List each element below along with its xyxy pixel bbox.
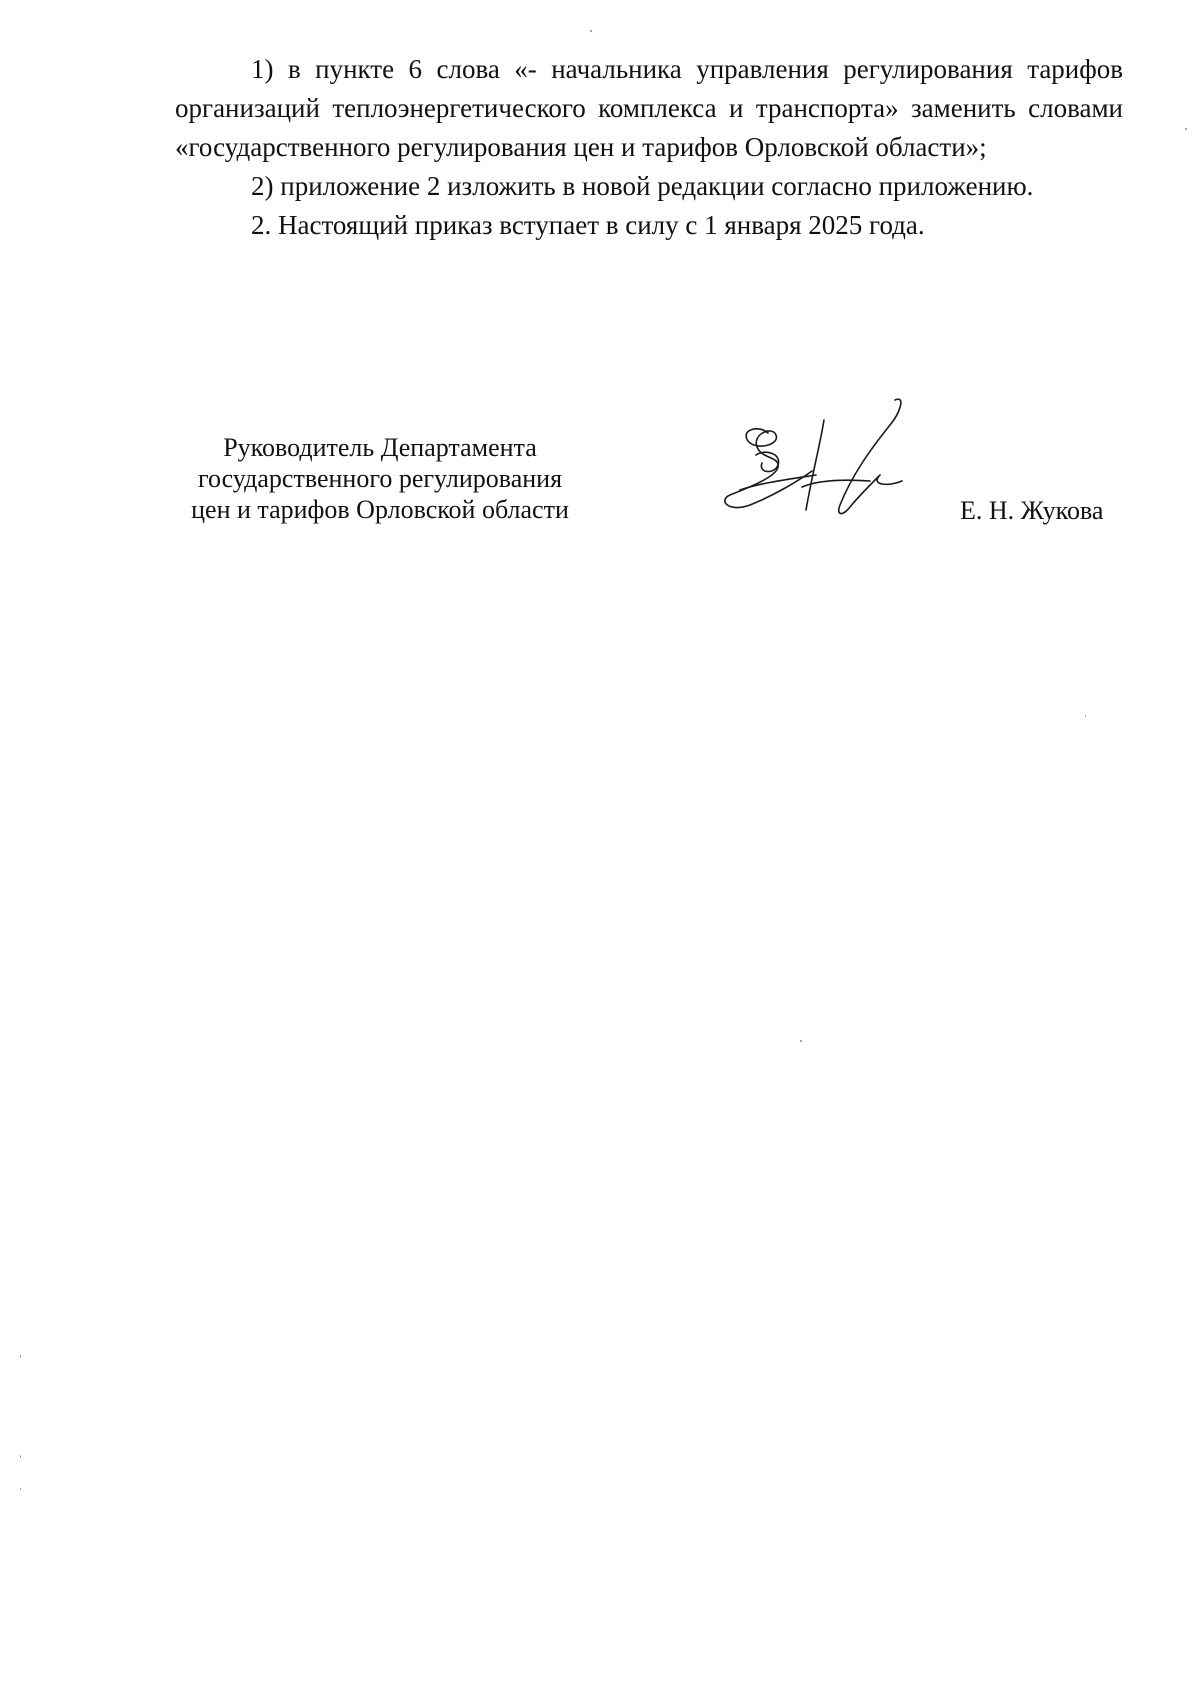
scan-artifact [1185,128,1187,130]
position-line: цен и тарифов Орловской области [191,495,569,524]
scan-artifact [20,1455,21,1458]
scan-artifact [590,30,592,32]
paragraph-amendment-2: 2) приложение 2 изложить в новой редакции согласно приложению. [251,171,1034,201]
paragraph-effective-date: 2. Настоящий приказ вступает в силу с 1 января 2025 года. [251,210,925,240]
scan-artifact [800,1040,802,1042]
position-line: государственного регулирования [197,464,563,493]
handwritten-signature [720,395,920,545]
paragraph-amendment-1: 1) в пункте 6 слова «- начальника управления регулирования тарифов организаций теплоэнергетического комплекса и транспорта» заменить словами «государственного регулирования цен и тарифов Орловской области»; [175,54,1123,162]
scan-artifact [1085,715,1086,717]
position-line: Руководитель Департамента [223,433,537,462]
document-body [175,50,1123,245]
scan-artifact [20,1355,21,1358]
scan-artifact [20,1488,21,1490]
signatory-position [160,432,600,525]
signer-name: Е. Н. Жукова [960,496,1104,525]
